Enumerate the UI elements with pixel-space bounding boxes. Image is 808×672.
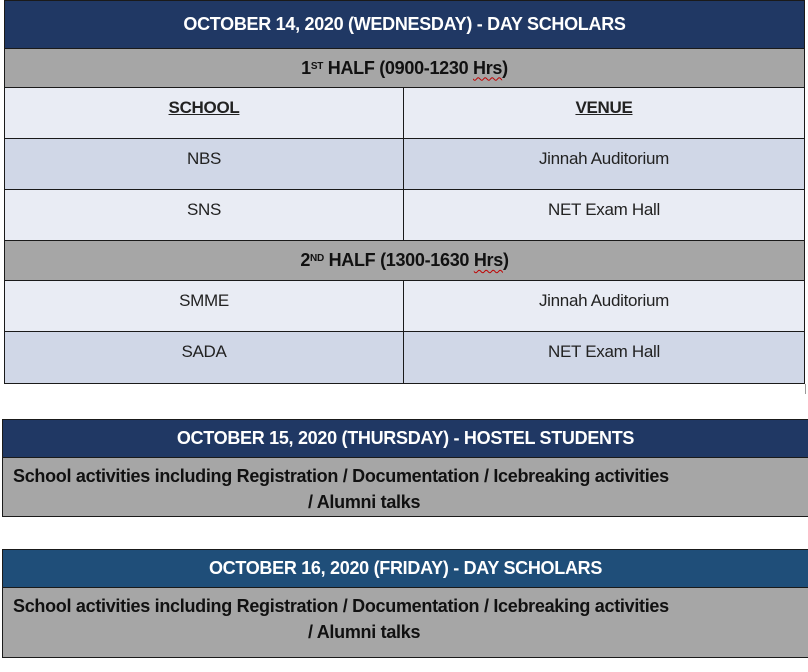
first-half-band [4, 49, 805, 88]
day2-title: OCTOBER 15, 2020 (THURSDAY) - HOSTEL STUDENTS [2, 419, 808, 458]
table-row [4, 332, 805, 384]
day2-activities-line2: / Alumni talks [308, 492, 421, 512]
table-row [4, 190, 805, 241]
second-half-label: HALF (1300-1630 [323, 250, 474, 270]
second-half-hrs: Hrs [473, 250, 503, 270]
venue-cell: NET Exam Hall [404, 332, 805, 384]
second-half-close: ) [502, 250, 509, 270]
first-half-label: HALF (0900-1230 [323, 57, 474, 78]
second-half-ordinal: 2 [300, 250, 311, 270]
day3-activities-line2: / Alumni talks [308, 622, 421, 642]
day3-title: OCTOBER 16, 2020 (FRIDAY) - DAY SCHOLARS [2, 549, 808, 588]
venue-cell: NET Exam Hall [404, 190, 805, 241]
second-half-suffix: ND [310, 253, 324, 264]
day3-activities-line1: School activities including Registration / Documentation / Icebreaking activities [13, 596, 669, 616]
venue-cell: Jinnah Auditorium [404, 139, 805, 190]
day3-activities [2, 588, 808, 658]
day2-schedule-table [2, 419, 808, 517]
table-row [4, 139, 805, 190]
second-half-band [4, 241, 805, 281]
school-cell: NBS [4, 139, 404, 190]
day2-activities [2, 458, 808, 517]
day2-activities-line1: School activities including Registration / Documentation / Icebreaking activities [13, 466, 669, 486]
school-cell: SNS [4, 190, 404, 241]
venue-cell: Jinnah Auditorium [404, 281, 805, 332]
first-half-ordinal: 1 [301, 57, 311, 78]
school-column-header: SCHOOL [4, 88, 404, 139]
column-header-row [4, 88, 805, 139]
day1-schedule-table [4, 0, 805, 384]
table-row [4, 281, 805, 332]
first-half-close: ) [502, 57, 508, 78]
first-half-hrs: Hrs [473, 57, 503, 78]
school-cell: SADA [4, 332, 404, 384]
first-half-suffix: ST [310, 60, 324, 72]
school-cell: SMME [4, 281, 404, 332]
day1-title: OCTOBER 14, 2020 (WEDNESDAY) - DAY SCHOLARS [4, 0, 805, 49]
venue-column-header: VENUE [404, 88, 805, 139]
day3-schedule-table [2, 549, 808, 658]
